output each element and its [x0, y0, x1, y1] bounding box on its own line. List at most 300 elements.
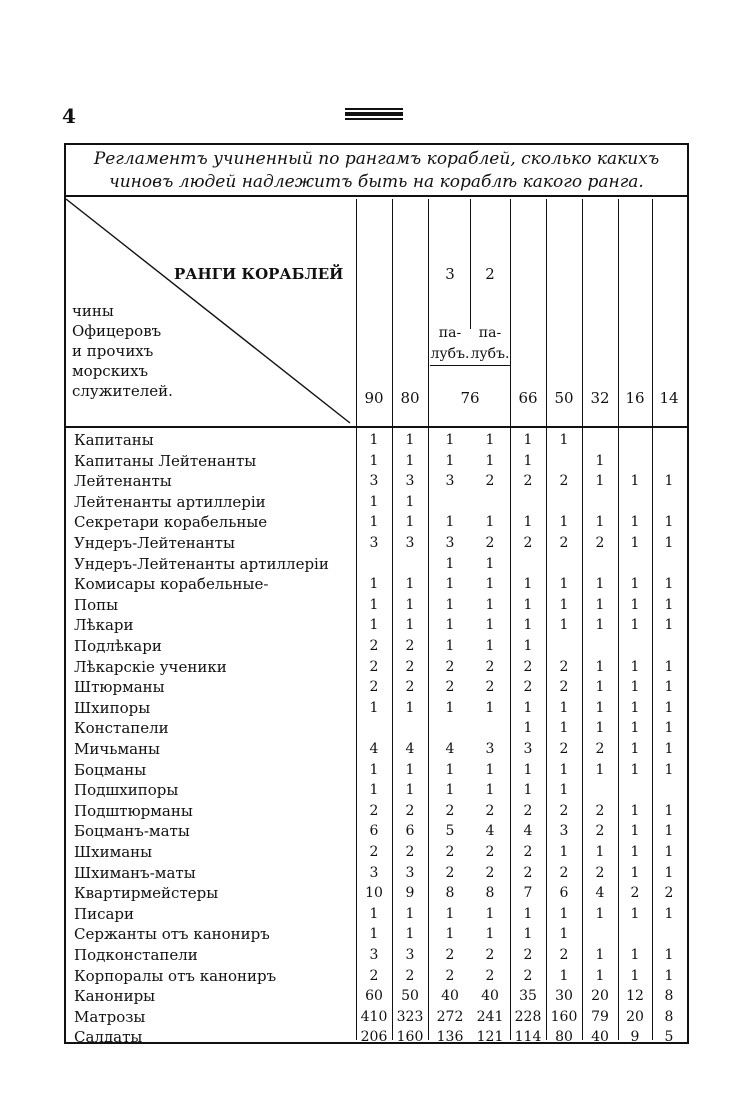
row-value: 1	[405, 905, 415, 922]
row-label: Мичьманы	[74, 740, 160, 758]
row-label: Комисары корабельные-	[74, 575, 269, 594]
row-value: 160	[550, 1008, 578, 1025]
row-value: 1	[523, 596, 533, 613]
row-value: 2	[369, 802, 379, 819]
row-value: 2	[523, 802, 533, 819]
deck-label-2: па- лубъ.	[470, 323, 510, 366]
rank-50: 50	[554, 389, 574, 407]
row-value: 136	[436, 1029, 464, 1046]
row-value: 1	[595, 576, 605, 593]
row-value: 1	[485, 596, 495, 613]
row-value: 2	[485, 864, 495, 881]
row-value: 1	[595, 679, 605, 696]
row-value: 2	[445, 679, 455, 696]
row-label: Шхиманъ-маты	[74, 863, 196, 882]
row-value: 1	[445, 638, 455, 654]
table-row	[66, 471, 687, 492]
row-value: 12	[626, 988, 644, 1005]
table-row	[66, 1027, 687, 1048]
row-value: 1	[664, 864, 674, 881]
row-label: Капитаны Лейтенанты	[74, 451, 257, 470]
row-value: 3	[485, 741, 495, 757]
row-value: 1	[485, 699, 495, 716]
row-value: 1	[523, 514, 533, 531]
row-label: Сержанты отъ канониръ	[74, 925, 270, 944]
row-value: 2	[445, 802, 455, 819]
row-value: 2	[523, 473, 533, 490]
row-value: 1	[445, 782, 455, 799]
row-value: 1	[559, 432, 569, 448]
regulation-table	[64, 143, 689, 1047]
row-value: 1	[630, 905, 640, 922]
row-value: 1	[595, 761, 605, 778]
row-value: 40	[481, 988, 499, 1005]
rows-heading-line-1: чины	[72, 302, 114, 320]
row-label: Ундеръ-Лейтенанты артиллерiи	[74, 554, 329, 573]
row-value: 1	[523, 699, 533, 716]
row-value: 1	[523, 617, 533, 634]
table-row	[66, 780, 687, 801]
row-value: 1	[485, 514, 495, 531]
row-value: 1	[664, 823, 674, 840]
table-row	[66, 492, 687, 513]
row-value: 160	[396, 1029, 424, 1046]
rank-14: 14	[659, 389, 679, 407]
row-value: 1	[664, 576, 674, 593]
row-value: 1	[485, 617, 495, 634]
table-row	[66, 430, 687, 451]
row-value: 2	[485, 535, 495, 551]
row-value: 1	[523, 905, 533, 922]
row-value: 1	[664, 741, 674, 757]
row-value: 2	[559, 679, 569, 696]
row-label: Секретари корабельные	[74, 513, 268, 532]
row-value: 3	[445, 473, 455, 490]
row-value: 1	[523, 432, 533, 448]
row-value: 1	[630, 514, 640, 531]
deck-label-3: па- лубъ.	[430, 323, 470, 366]
row-value: 1	[369, 452, 379, 469]
row-value: 1	[485, 782, 495, 799]
table-row	[66, 883, 687, 904]
row-value: 2	[369, 638, 379, 654]
row-value: 4	[405, 741, 415, 757]
table-row	[66, 533, 687, 554]
row-value: 2	[559, 864, 569, 881]
row-value: 272	[436, 1008, 464, 1025]
row-value: 7	[523, 885, 533, 902]
row-value: 9	[630, 1029, 640, 1046]
row-value: 1	[369, 514, 379, 531]
row-value: 50	[401, 988, 419, 1005]
row-value: 3	[523, 741, 533, 757]
row-value: 1	[595, 514, 605, 531]
row-value: 1	[630, 535, 640, 551]
row-value: 6	[369, 823, 379, 840]
row-value: 1	[630, 844, 640, 860]
row-value: 1	[664, 802, 674, 819]
row-value: 2	[595, 823, 605, 840]
row-value: 1	[559, 720, 569, 737]
page-number: 4	[62, 104, 76, 128]
row-value: 30	[555, 988, 573, 1005]
table-row	[66, 739, 687, 760]
table-row	[66, 512, 687, 533]
row-label: Боцманъ-маты	[74, 822, 190, 841]
row-value: 1	[664, 761, 674, 778]
row-value: 1	[630, 720, 640, 737]
table-row	[66, 636, 687, 657]
row-value: 1	[630, 761, 640, 778]
row-value: 1	[523, 638, 533, 654]
row-value: 1	[664, 473, 674, 490]
row-value: 1	[485, 926, 495, 943]
row-value: 1	[485, 905, 495, 922]
row-value: 1	[523, 720, 533, 737]
row-value: 1	[630, 699, 640, 716]
row-value: 3	[405, 473, 415, 490]
row-value: 1	[664, 617, 674, 634]
row-value: 2	[523, 679, 533, 696]
row-value: 2	[523, 844, 533, 860]
rank-80: 80	[400, 389, 420, 407]
row-value: 2	[485, 967, 495, 984]
row-value: 2	[405, 638, 415, 654]
row-value: 3	[405, 864, 415, 881]
row-value: 1	[595, 699, 605, 716]
row-value: 4	[523, 823, 533, 840]
row-value: 5	[664, 1029, 674, 1046]
row-value: 1	[630, 679, 640, 696]
row-value: 1	[445, 905, 455, 922]
row-value: 2	[559, 535, 569, 551]
row-value: 1	[405, 452, 415, 469]
row-value: 1	[664, 844, 674, 860]
table-row	[66, 986, 687, 1007]
row-value: 1	[369, 926, 379, 943]
row-value: 80	[555, 1029, 573, 1046]
row-value: 8	[445, 885, 455, 902]
table-row	[66, 966, 687, 987]
row-value: 1	[445, 617, 455, 634]
row-value: 2	[485, 947, 495, 963]
row-value: 1	[559, 905, 569, 922]
row-label: Подконстапели	[74, 946, 198, 964]
row-value: 2	[485, 679, 495, 696]
row-label: Лейтенанты	[74, 472, 172, 491]
row-value: 1	[445, 596, 455, 613]
rank-32: 32	[590, 389, 610, 407]
row-value: 2	[595, 864, 605, 881]
table-title-line-1: Регламентъ учиненный по рангамъ кораблей, сколько какихъ	[93, 149, 660, 169]
row-value: 1	[630, 741, 640, 757]
rank-76: 76	[460, 389, 480, 407]
row-value: 40	[591, 1029, 609, 1046]
rows-heading-line-2: Офицеровъ	[72, 322, 162, 340]
row-value: 1	[595, 617, 605, 634]
row-value: 2	[405, 679, 415, 696]
row-value: 2	[485, 844, 495, 860]
table-row	[66, 821, 687, 842]
row-value: 2	[559, 947, 569, 963]
row-value: 3	[369, 947, 379, 963]
table-row	[66, 677, 687, 698]
row-value: 1	[630, 473, 640, 490]
row-value: 2	[445, 844, 455, 860]
row-value: 2	[445, 658, 455, 675]
row-label: Канониры	[74, 987, 156, 1006]
row-value: 1	[630, 802, 640, 819]
row-label: Ундеръ-Лейтенанты	[74, 534, 235, 552]
table-title	[66, 145, 687, 197]
row-value: 2	[445, 864, 455, 881]
row-value: 40	[441, 988, 459, 1005]
row-value: 1	[405, 782, 415, 799]
row-value: 1	[559, 596, 569, 613]
row-value: 1	[559, 761, 569, 778]
row-value: 2	[405, 658, 415, 675]
row-value: 1	[445, 432, 455, 448]
row-value: 1	[664, 596, 674, 613]
row-value: 2	[369, 967, 379, 984]
row-value: 1	[405, 926, 415, 943]
table-title-line-2: чиновъ людей надлежитъ быть на кораблѣ какого ранга.	[109, 172, 644, 192]
row-value: 3	[405, 535, 415, 551]
row-value: 1	[664, 699, 674, 716]
row-value: 2	[523, 535, 533, 551]
row-value: 1	[369, 617, 379, 634]
rank-16: 16	[625, 389, 645, 407]
table-row	[66, 945, 687, 966]
row-value: 4	[445, 741, 455, 757]
row-value: 1	[369, 576, 379, 593]
deck-count-2: 2	[485, 265, 495, 283]
row-value: 1	[523, 576, 533, 593]
row-value: 1	[559, 844, 569, 860]
row-value: 1	[405, 596, 415, 613]
row-value: 1	[485, 432, 495, 448]
row-value: 3	[559, 823, 569, 840]
row-value: 2	[523, 967, 533, 984]
row-value: 1	[559, 926, 569, 943]
table-row	[66, 863, 687, 884]
row-value: 2	[630, 885, 640, 902]
row-value: 2	[445, 967, 455, 984]
ranks-rows-heading	[72, 301, 173, 401]
row-value: 2	[595, 741, 605, 757]
table-row	[66, 554, 687, 575]
row-label: Лѣкарскiе ученики	[74, 657, 227, 676]
row-value: 1	[523, 761, 533, 778]
row-value: 1	[485, 555, 495, 572]
row-value: 4	[595, 885, 605, 902]
row-value: 9	[405, 885, 415, 902]
column-rule	[470, 199, 471, 329]
row-label: Попы	[74, 595, 119, 614]
row-value: 1	[664, 967, 674, 984]
row-value: 8	[664, 988, 674, 1005]
row-label: Шхипоры	[74, 698, 151, 717]
rows-heading-line-5: служителей.	[72, 382, 173, 400]
table-row	[66, 451, 687, 472]
row-label: Салдаты	[74, 1028, 143, 1047]
row-value: 1	[630, 617, 640, 634]
row-value: 1	[445, 761, 455, 778]
row-value: 2	[523, 658, 533, 675]
row-label: Шхиманы	[74, 843, 153, 861]
row-value: 410	[360, 1008, 388, 1025]
row-value: 1	[595, 720, 605, 737]
row-value: 1	[405, 699, 415, 716]
row-value: 1	[369, 432, 379, 448]
row-value: 1	[485, 761, 495, 778]
row-value: 2	[559, 741, 569, 757]
row-value: 1	[630, 576, 640, 593]
rank-90: 90	[364, 389, 384, 407]
row-value: 1	[630, 967, 640, 984]
row-value: 1	[485, 452, 495, 469]
row-value: 1	[445, 576, 455, 593]
row-value: 3	[405, 947, 415, 963]
row-value: 1	[523, 782, 533, 799]
table-row	[66, 924, 687, 945]
row-value: 1	[664, 905, 674, 922]
row-value: 1	[445, 926, 455, 943]
row-value: 2	[369, 679, 379, 696]
table-row	[66, 842, 687, 863]
row-value: 5	[445, 823, 455, 840]
row-value: 1	[369, 699, 379, 716]
table-row	[66, 574, 687, 595]
ranks-heading: РАНГИ КОРАБЛЕЙ	[174, 265, 344, 283]
row-value: 3	[369, 864, 379, 881]
row-value: 2	[445, 947, 455, 963]
row-value: 1	[485, 576, 495, 593]
rows-heading-line-3: и прочихъ	[72, 342, 154, 360]
rank-66: 66	[518, 389, 538, 407]
table-row	[66, 657, 687, 678]
row-value: 2	[595, 802, 605, 819]
row-value: 2	[369, 658, 379, 675]
row-value: 2	[405, 844, 415, 860]
row-value: 4	[369, 741, 379, 757]
row-value: 1	[595, 967, 605, 984]
row-value: 121	[476, 1029, 504, 1046]
table-row	[66, 615, 687, 636]
row-value: 2	[405, 967, 415, 984]
row-value: 3	[369, 473, 379, 490]
row-value: 1	[559, 699, 569, 716]
row-value: 1	[630, 864, 640, 881]
row-value: 2	[523, 864, 533, 881]
row-value: 1	[595, 473, 605, 490]
row-value: 8	[485, 885, 495, 902]
row-label: Корпоралы отъ канониръ	[74, 966, 277, 985]
table-header	[66, 197, 687, 428]
row-value: 1	[595, 452, 605, 469]
row-label: Писари	[74, 904, 135, 923]
row-value: 8	[664, 1008, 674, 1025]
row-value: 1	[664, 514, 674, 531]
row-value: 1	[630, 823, 640, 840]
row-value: 1	[559, 576, 569, 593]
row-value: 1	[445, 514, 455, 531]
row-value: 4	[485, 823, 495, 840]
row-value: 1	[664, 535, 674, 551]
row-value: 241	[476, 1008, 504, 1025]
row-label: Боцманы	[74, 760, 147, 779]
row-value: 2	[485, 658, 495, 675]
row-label: Матрозы	[74, 1007, 146, 1026]
row-value: 323	[396, 1008, 424, 1025]
row-label: Лѣкари	[74, 616, 134, 635]
row-value: 6	[559, 885, 569, 902]
row-value: 2	[485, 802, 495, 819]
row-value: 1	[405, 514, 415, 531]
row-value: 3	[445, 535, 455, 551]
row-label: Констапели	[74, 719, 169, 738]
row-value: 1	[523, 926, 533, 943]
row-value: 2	[664, 885, 674, 902]
row-value: 1	[369, 761, 379, 778]
row-label: Штюрманы	[74, 678, 165, 697]
row-value: 1	[485, 638, 495, 654]
row-value: 60	[365, 988, 383, 1005]
row-value: 6	[405, 823, 415, 840]
row-value: 1	[559, 782, 569, 799]
table-row	[66, 760, 687, 781]
row-label: Подштюрманы	[74, 801, 193, 820]
table-row	[66, 595, 687, 616]
row-value: 1	[630, 658, 640, 675]
row-value: 228	[514, 1008, 542, 1025]
row-value: 2	[559, 658, 569, 675]
header-ornament	[345, 108, 403, 122]
row-value: 1	[369, 596, 379, 613]
row-value: 2	[405, 802, 415, 819]
row-value: 1	[630, 596, 640, 613]
rows-heading-line-4: морскихъ	[72, 362, 149, 380]
row-value: 2	[485, 473, 495, 490]
row-value: 1	[559, 617, 569, 634]
row-value: 1	[405, 493, 415, 510]
row-value: 1	[559, 514, 569, 531]
row-value: 1	[445, 555, 455, 572]
row-value: 1	[523, 452, 533, 469]
deck-count-3: 3	[445, 265, 455, 283]
row-value: 1	[405, 761, 415, 778]
row-value: 2	[559, 802, 569, 819]
row-label: Капитаны	[74, 431, 154, 449]
row-value: 2	[559, 473, 569, 490]
table-row	[66, 801, 687, 822]
row-value: 1	[595, 658, 605, 675]
row-label: Подшхипоры	[74, 781, 179, 800]
row-value: 1	[445, 699, 455, 716]
table-row	[66, 1007, 687, 1028]
row-value: 114	[514, 1029, 542, 1046]
row-value: 3	[369, 535, 379, 551]
row-value: 1	[369, 905, 379, 922]
row-value: 10	[365, 885, 383, 902]
table-row	[66, 718, 687, 739]
row-value: 1	[595, 844, 605, 860]
row-label: Лейтенанты артиллерiи	[74, 492, 266, 511]
row-value: 1	[595, 596, 605, 613]
row-value: 1	[664, 720, 674, 737]
row-value: 20	[591, 988, 609, 1005]
row-value: 2	[523, 947, 533, 963]
